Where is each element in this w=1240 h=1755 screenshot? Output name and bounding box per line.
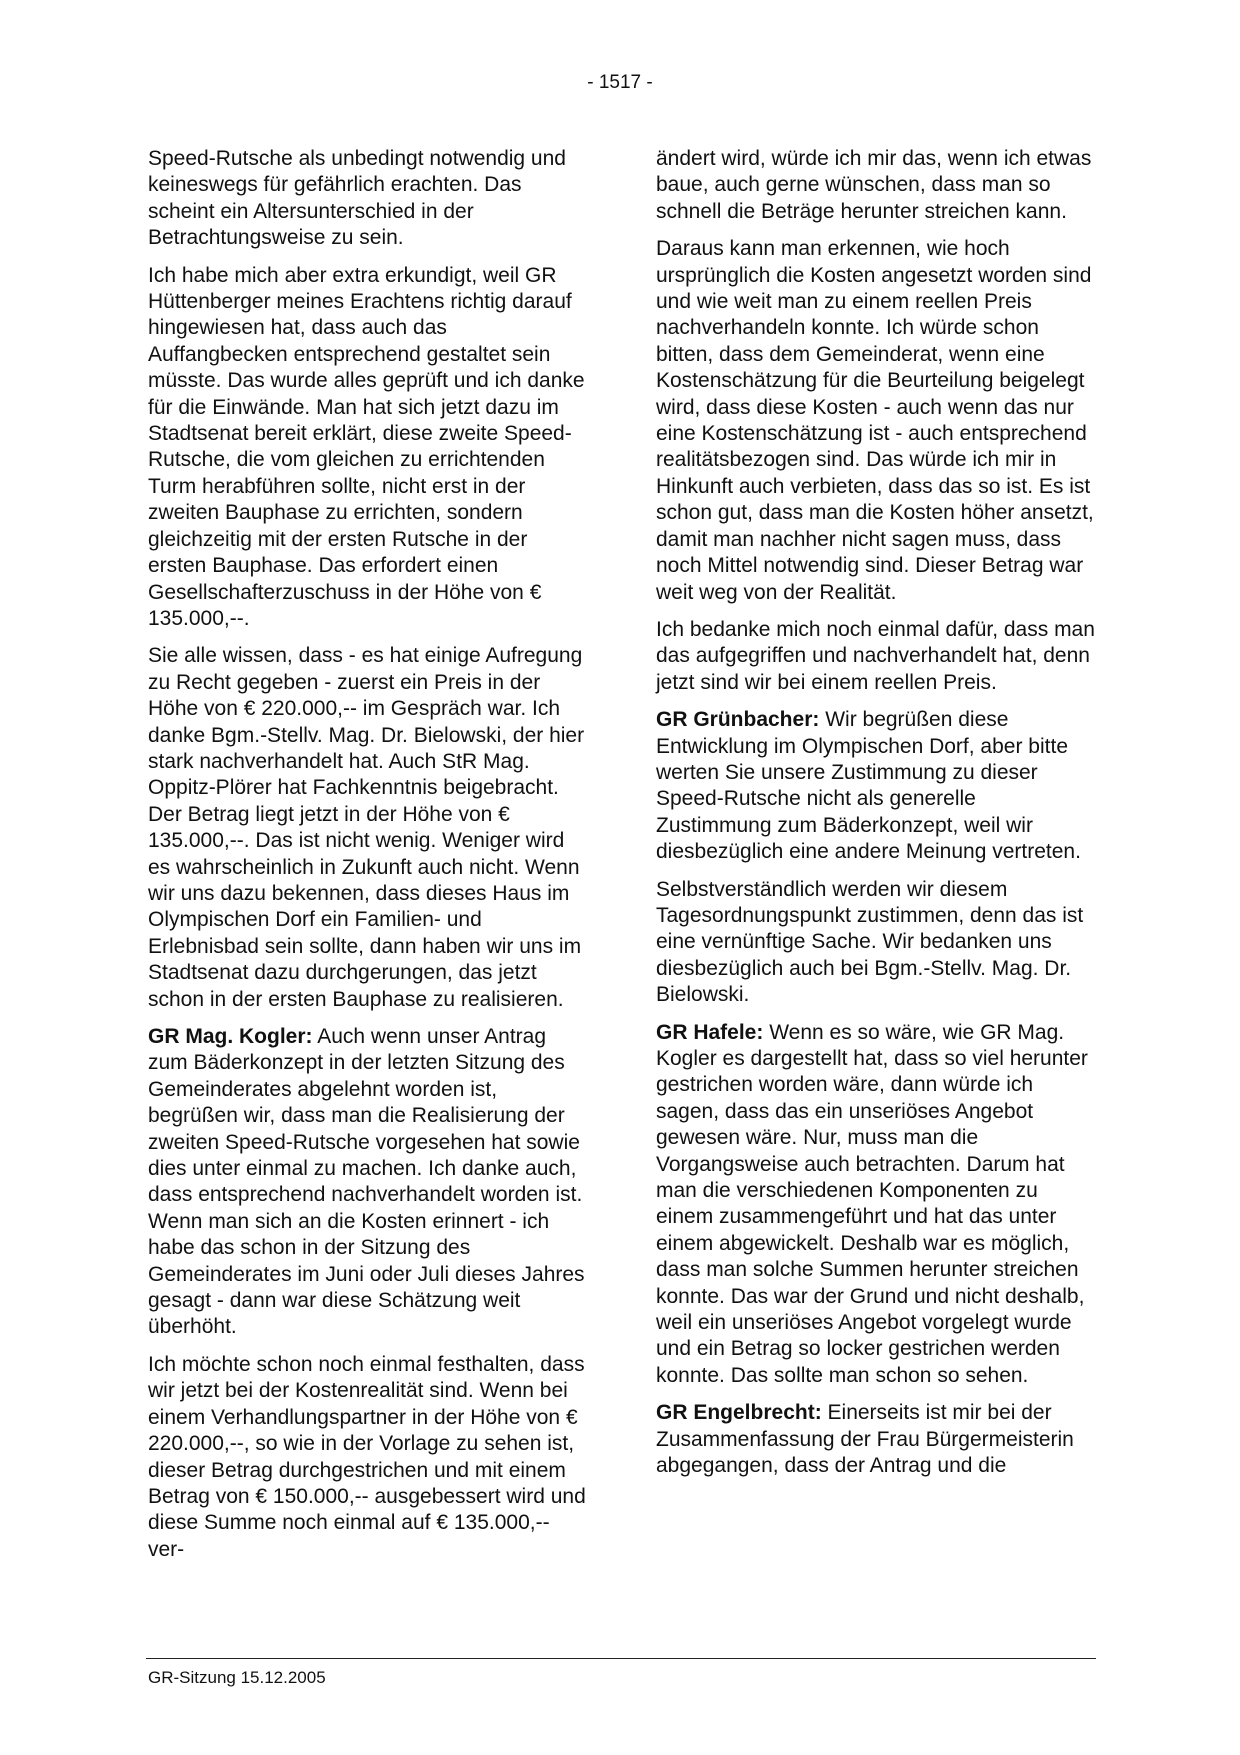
paragraph-text: Daraus kann man erkennen, wie hoch ursprünglich die Kosten angesetzt worden sind und wie weit man zu einem reellen Preis nachverhandeln konnte. Ich würde schon bitten, dass dem Gemeinderat, wenn eine Kostenschätzung für die Beurteilung beigelegt wird, dass diese Kosten - auch wenn das nur eine Kostenschätzung ist - auch entsprechend realitätsbezogen sind. Das würde ich mir in Hinkunft auch verbieten, dass das so ist. Es ist schon gut, dass man die Kosten höher ansetzt, damit man nachher nicht sagen muss, dass noch Mittel notwendig sind. Dieser Betrag war weit weg von der Realität. (656, 237, 1094, 604)
paragraph-text: Sie alle wissen, dass - es hat einige Aufregung zu Recht gegeben - zuerst ein Preis in der Höhe von € 220.000,-- im Gespräch war. Ich danke Bgm.-Stellv. Mag. Dr. Bielowski, der hier stark nachverhandelt hat. Auch StR Mag. Oppitz-Plörer hat Fachkenntnis beigebracht. Der Betrag liegt jetzt in der Höhe von € 135.000,--. Das ist nicht wenig. Weniger wird es wahrscheinlich in Zukunft auch nicht. Wenn wir uns dazu bekennen, dass dieses Haus im Olympischen Dorf ein Familien- und Erlebnisbad sein sollte, dann haben wir uns im Stadtsenat dazu durchgerungen, das jetzt schon in der ersten Bauphase zu realisieren. (148, 644, 585, 1011)
speaker-name: GR Hafele: (656, 1020, 764, 1044)
right-column (656, 146, 1096, 1491)
paragraph (656, 146, 1096, 225)
footer-session-date: GR-Sitzung 15.12.2005 (148, 1668, 326, 1687)
paragraph-text: ändert wird, würde ich mir das, wenn ich etwas baue, auch gerne wünschen, dass man so schnell die Beträge herunter streichen kann. (656, 147, 1092, 223)
paragraph (148, 1352, 588, 1563)
paragraph (656, 236, 1096, 606)
paragraph (148, 1024, 588, 1341)
paragraph (656, 617, 1096, 696)
paragraph-text: Einerseits ist mir bei der Zusammenfassung der Frau Bürgermeisterin abgegangen, dass der Antrag und die (656, 1401, 1074, 1478)
paragraph-text: Ich möchte schon noch einmal festhalten, dass wir jetzt bei der Kostenrealität sind. Wenn bei einem Verhandlungspartner in der Höhe von € 220.000,--, so wie in der Vorlage zu sehen ist, dieser Betrag durchgestrichen und mit einem Betrag von € 150.000,-- ausgebessert wird und diese Summe noch einmal auf € 135.000,-- ver- (148, 1352, 586, 1561)
speaker-name: GR Engelbrecht: (656, 1401, 822, 1425)
speaker-name: GR Grünbacher: (656, 708, 820, 732)
paragraph-text: Wenn es so wäre, wie GR Mag. Kogler es dargestellt hat, dass so viel herunter gestrichen worden wäre, dann würde ich sagen, dass das ein unseriöses Angebot gewesen wäre. Nur, muss man die Vorgangsweise auch betrachten. Darum hat man die verschiedenen Komponenten zu einem zusammengeführt und hat das unter einem abgewickelt. Deshalb war es möglich, dass man solche Summen herunter streichen konnte. Das war der Grund und nicht deshalb, weil ein unseriöses Angebot vorgelegt wurde und ein Betrag so locker gestrichen werden konnte. Das sollte man schon so sehen. (656, 1020, 1088, 1387)
paragraph-text: Auch wenn unser Antrag zum Bäderkonzept in der letzten Sitzung des Gemeinderates abgelehnt worden ist, begrüßen wir, dass man die Realisierung der zweiten Speed-Rutsche vorgesehen hat sowie dies unter einmal zu machen. Ich danke auch, dass entsprechend nachverhandelt worden ist. Wenn man sich an die Kosten erinnert - ich habe das schon in der Sitzung des Gemeinderates im Juni oder Juli dieses Jahres gesagt - dann war diese Schätzung weit überhöht. (148, 1025, 585, 1339)
paragraph (656, 1400, 1096, 1479)
paragraph-text: Selbstverständlich werden wir diesem Tagesordnungspunkt zustimmen, denn das ist eine vernünftige Sache. Wir bedanken uns diesbezüglich auch bei Bgm.-Stellv. Mag. Dr. Bielowski. (656, 877, 1084, 1007)
paragraph (656, 707, 1096, 865)
paragraph-text: Ich bedanke mich noch einmal dafür, dass man das aufgegriffen und nachverhandelt hat, denn jetzt sind wir bei einem reellen Preis. (656, 617, 1095, 694)
paragraph (656, 1020, 1096, 1390)
page-number: - 1517 - (587, 72, 653, 93)
paragraph (656, 877, 1096, 1009)
paragraph (148, 146, 588, 252)
footer-divider (146, 1658, 1096, 1659)
speaker-name: GR Mag. Kogler: (148, 1025, 313, 1048)
paragraph-text: Speed-Rutsche als unbedingt notwendig und keineswegs für gefährlich erachten. Das scheint ein Altersunterschied in der Betrachtungsweise zu sein. (148, 147, 566, 250)
paragraph-text: Wir begrüßen diese Entwicklung im Olympischen Dorf, aber bitte werten Sie unsere Zustimmung zu dieser Speed-Rutsche nicht als generelle Zustimmung zum Bäderkonzept, weil wir diesbezüglich eine andere Meinung vertreten. (656, 708, 1081, 864)
paragraph-text: Ich habe mich aber extra erkundigt, weil GR Hüttenberger meines Erachtens richtig darauf hingewiesen hat, dass auch das Auffangbecken entsprechend gestaltet sein müsste. Das wurde alles geprüft und ich danke für die Einwände. Man hat sich jetzt dazu im Stadtsenat bereit erklärt, diese zweite Speed-Rutsche, die vom gleichen zu errichtenden Turm herabführen sollte, nicht erst in der zweiten Bauphase zu errichten, sondern gleichzeitig mit der ersten Rutsche in der ersten Bauphase. Das erfordert einen Gesellschafterzuschuss in der Höhe von € 135.000,--. (148, 263, 585, 630)
paragraph (148, 643, 588, 1013)
paragraph (148, 263, 588, 633)
left-column (148, 146, 588, 1574)
